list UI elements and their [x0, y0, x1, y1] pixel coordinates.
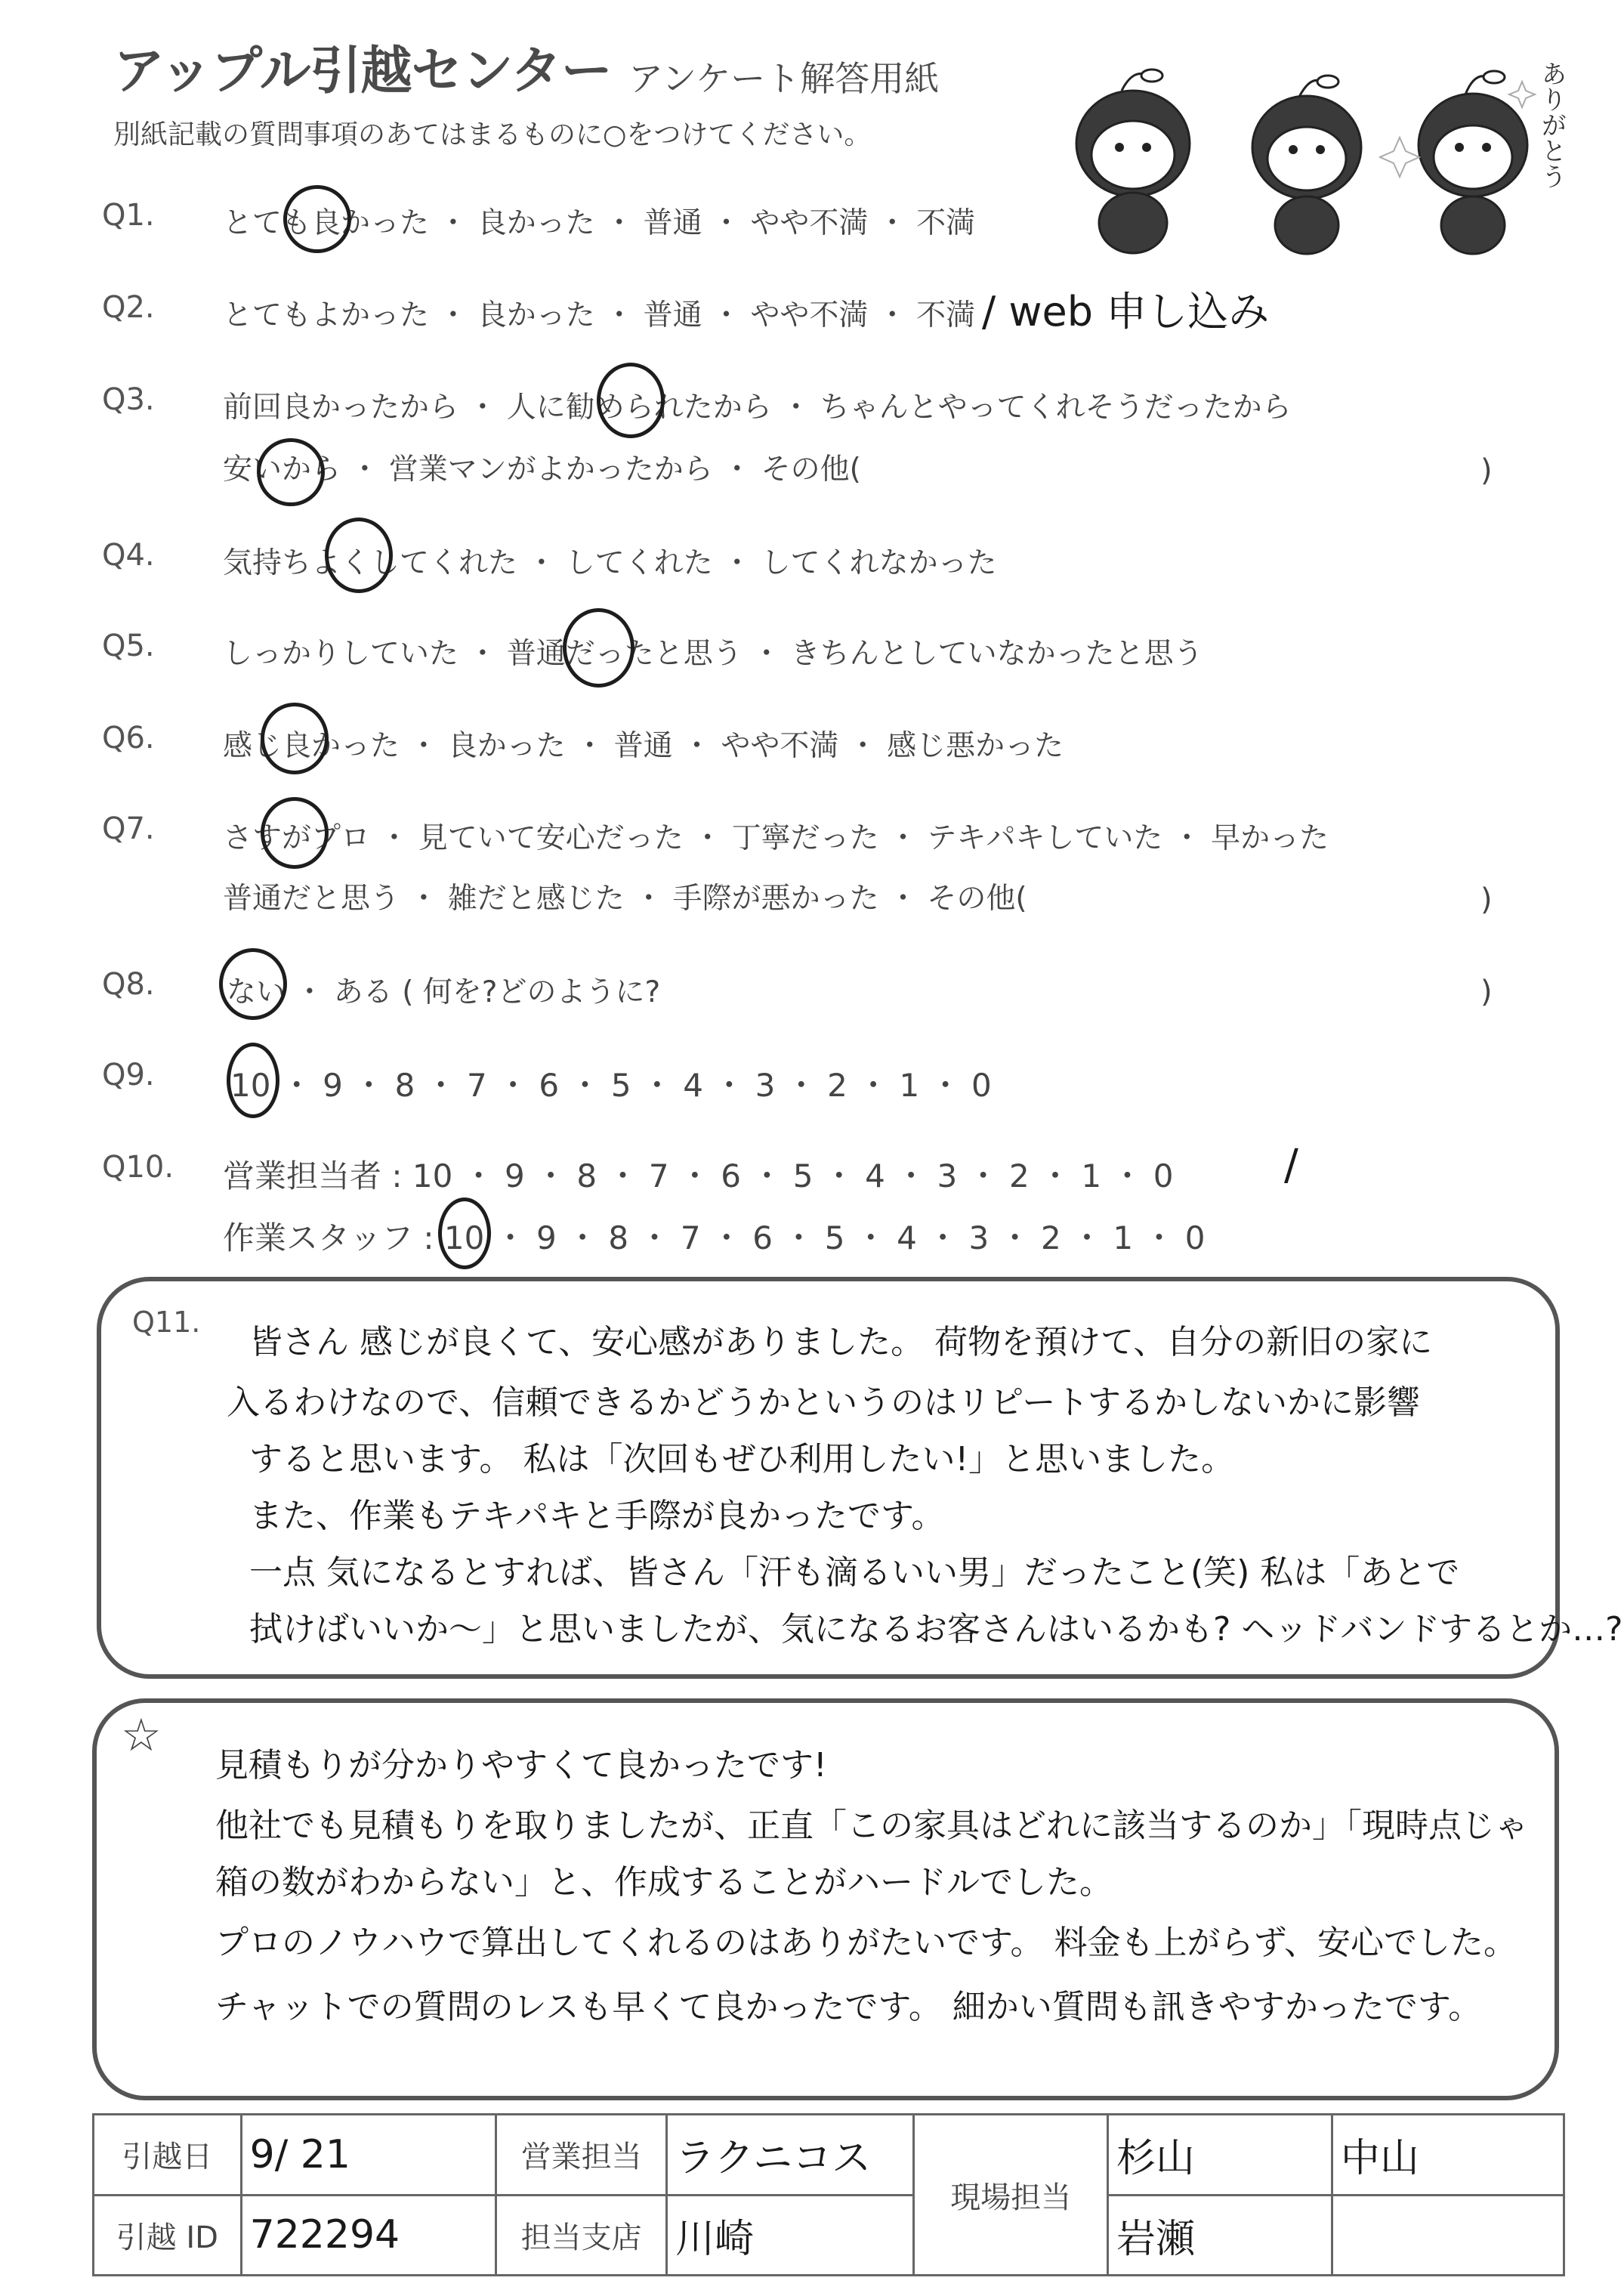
q8-label: Q8.	[102, 967, 155, 1002]
q4-options: 気持ちよくしてくれた ・ してくれた ・ してくれなかった	[223, 546, 997, 580]
q6-label: Q6.	[102, 721, 155, 756]
q5-label: Q5.	[102, 629, 155, 663]
star-line-3: 箱の数がわからない」と、作成することがハードルでした。	[215, 1863, 1113, 1902]
site-staff-1: 杉山	[1107, 2115, 1332, 2196]
q11-line-3: すると思います。 私は「次回もぜひ利用したい!」と思いました。	[249, 1440, 1235, 1479]
q7-selection-circle	[261, 797, 329, 869]
q11-line-4: また、作業もテキパキと手際が良かったです。	[249, 1497, 945, 1535]
q7-label: Q7.	[102, 811, 155, 846]
q8-selection-circle	[219, 948, 287, 1020]
site-staff-empty	[1332, 2195, 1564, 2276]
site-staff-3: 岩瀬	[1107, 2195, 1332, 2276]
q7-options-line2: 普通だと思う ・ 雑だと感じた ・ 手際が悪かった ・ その他(	[223, 882, 1027, 916]
branch-label: 担当支店	[496, 2195, 667, 2276]
sales-value: ラクニコス	[667, 2115, 914, 2196]
q2-label: Q2.	[102, 290, 155, 325]
q11-label: Q11.	[132, 1306, 201, 1339]
star-line-1: 見積もりが分かりやすくて良かったです!	[215, 1746, 827, 1785]
star-line-5: チャットでの質問のレスも早くて良かったです。 細かい質問も訊きやすかったです。	[215, 1988, 1482, 2026]
q7-options-line1: さすがプロ ・ 見ていて安心だった ・ 丁寧だった ・ テキパキしていた ・ 早かった	[223, 821, 1329, 855]
star-line-2: 他社でも見積もりを取りましたが、正直「この家具はどれに該当するのか」「現時点じゃ	[215, 1806, 1528, 1845]
q8-paren-close: )	[1480, 975, 1493, 1009]
sales-label: 営業担当	[496, 2115, 667, 2196]
q10-staff-scale: 作業スタッフ : 10 ・ 9 ・ 8 ・ 7 ・ 6 ・ 5 ・ 4 ・ 3 ・ 2 ・ 1 ・ 0	[223, 1219, 1206, 1256]
move-date-label: 引越日	[94, 2115, 242, 2196]
q1-label: Q1.	[102, 198, 155, 233]
q1-selection-circle	[283, 185, 351, 253]
q4-label: Q4.	[102, 538, 155, 573]
monkey-mascots-illustration	[1050, 60, 1579, 257]
q11-line-5: 一点 気になるとすれば、皆さん「汗も滴るいい男」だったこと(笑) 私は「あとで	[249, 1553, 1460, 1592]
q6-selection-circle	[261, 703, 329, 774]
star-line-4: プロのノウハウで算出してくれるのはありがたいです。 料金も上がらず、安心でした。	[215, 1924, 1517, 1962]
q10-sales-scale: 営業担当者 : 10 ・ 9 ・ 8 ・ 7 ・ 6 ・ 5 ・ 4 ・ 3 ・ 2 ・ 1 ・ 0	[223, 1157, 1174, 1194]
q8-options: ない ・ ある ( 何を?どのように?	[227, 975, 661, 1009]
q3-paren-close: )	[1480, 453, 1493, 488]
site-label: 現場担当	[914, 2115, 1107, 2276]
footer-info-table	[92, 2113, 1565, 2276]
q10-label: Q10.	[102, 1150, 174, 1185]
q3-selection-circle-a	[597, 363, 665, 438]
q5-selection-circle	[563, 608, 634, 688]
form-title: アップル引越センター	[113, 42, 612, 101]
q3-options-line1: 前回良かったから ・ 人に勧められたから ・ ちゃんとやってくれそうだったから	[223, 391, 1292, 425]
q10-handwritten-mark: /	[1284, 1141, 1298, 1190]
move-id-label: 引越 ID	[94, 2195, 242, 2276]
star-icon: ☆	[121, 1709, 162, 1762]
q3-selection-circle-b	[257, 438, 325, 506]
q11-line-1: 皆さん 感じが良くて、安心感がありました。 荷物を預けて、自分の新旧の家に	[249, 1323, 1433, 1361]
q11-line-6: 拭けばいいか〜」と思いましたが、気になるお客さんはいるかも? ヘッドバンドするとか…?	[249, 1610, 1623, 1649]
branch-value: 川崎	[667, 2195, 914, 2276]
move-date-value: 9/ 21	[241, 2115, 496, 2196]
q6-options: 感じ良かった ・ 良かった ・ 普通 ・ やや不満 ・ 感じ悪かった	[223, 729, 1064, 763]
q2-handwritten-note: / web 申し込み	[982, 288, 1270, 335]
move-id-value: 722294	[241, 2195, 496, 2276]
q7-paren-close: )	[1480, 882, 1493, 917]
q1-options: とても良かった ・ 良かった ・ 普通 ・ やや不満 ・ 不満	[223, 206, 976, 240]
form-subtitle: アンケート解答用紙	[628, 58, 940, 99]
thanks-text: ありがとう	[1536, 60, 1567, 189]
q10-staff-selection-circle	[438, 1197, 491, 1269]
q3-options-line2: 安いから ・ 営業マンがよかったから ・ その他(	[223, 453, 861, 487]
q5-options: しっかりしていた ・ 普通だったと思う ・ きちんとしていなかったと思う	[223, 637, 1203, 671]
q11-line-2: 入るわけなので、信頼できるかどうかというのはリピートするかしないかに影響	[227, 1383, 1421, 1422]
site-staff-2: 中山	[1332, 2115, 1564, 2196]
q3-label: Q3.	[102, 382, 155, 417]
q9-selection-circle	[227, 1043, 279, 1118]
q9-scale: 10 ・ 9 ・ 8 ・ 7 ・ 6 ・ 5 ・ 4 ・ 3 ・ 2 ・ 1 ・ 0	[230, 1067, 992, 1104]
form-instruction: 別紙記載の質問事項のあてはまるものに○をつけてください。	[113, 119, 872, 150]
q2-options: とてもよかった ・ 良かった ・ 普通 ・ やや不満 ・ 不満	[223, 298, 976, 332]
q9-label: Q9.	[102, 1058, 155, 1092]
q4-selection-circle	[325, 518, 393, 593]
